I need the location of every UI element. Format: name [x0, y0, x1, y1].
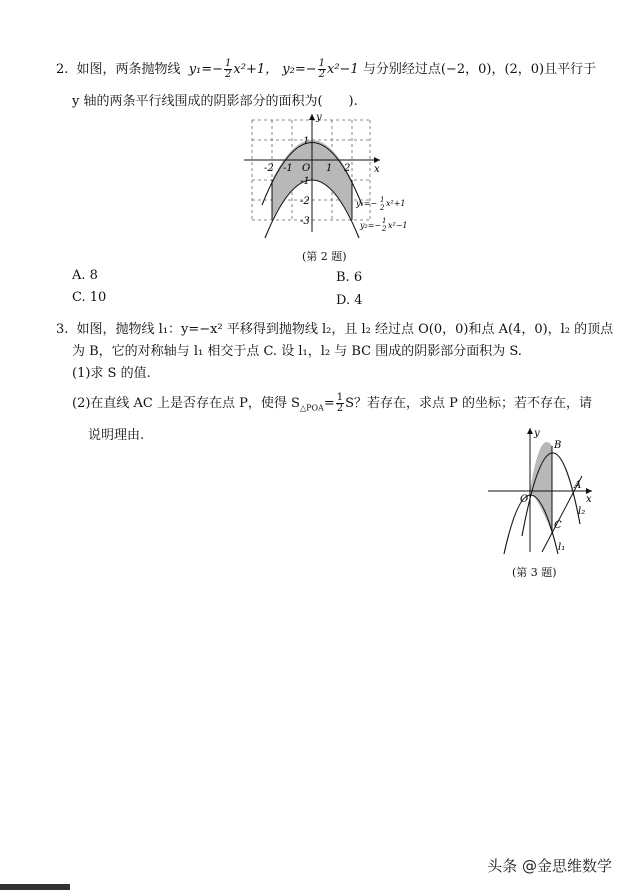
q3-part1: (1)求 S 的值. — [72, 366, 151, 381]
q2-eq2: y₂=− $\frac{1}{2}$ x²−1 — [282, 58, 359, 80]
q2-fig-y-label: y — [316, 112, 322, 123]
footer-watermark: 头条 @金思维数学 — [487, 857, 612, 875]
q2-eq1: y₁=− $\frac{1}{2}$ x²+1， — [188, 58, 279, 80]
q3-part2: (2)在直线 AC 上是否存在点 P，使得 $S_{\triangle POA}=$ $\frac{1}{2}$ S？若存在，求点 P 的坐标；若不存在，请 — [72, 392, 593, 414]
q2-curve1-label-a: y₁=− — [356, 199, 378, 208]
q2-tick-y-2: -2 — [300, 196, 310, 207]
q2-curve2-label-b: x²−1 — [388, 221, 408, 230]
q3-caption: (第 3 题) — [512, 566, 557, 579]
q2-choice-a: A. 8 — [72, 268, 98, 283]
q2-choice-c: C. 10 — [72, 290, 107, 305]
q2-eq2-frac: $\frac{1}{2}$ — [318, 58, 325, 80]
q2-fig-origin: O — [302, 163, 311, 174]
q2-tick-x-1: -1 — [283, 163, 293, 174]
q3-fig-x-label: x — [586, 494, 592, 505]
q2-choice-d: D. 4 — [336, 293, 363, 308]
q3-fig-point-b: B — [554, 440, 562, 451]
q2-curve1-frac: 1 2 — [380, 196, 385, 212]
q2-tick-y-3: -3 — [300, 216, 310, 227]
q2-curve2-label-a: y₂=− — [360, 221, 382, 230]
q2-caption: (第 2 题) — [302, 250, 347, 263]
scan-edge — [0, 884, 70, 890]
q2-tick-x-2: 1 — [326, 163, 333, 174]
q2-curve1-label-b: x²+1 — [386, 199, 406, 208]
q3-fig-l1: l₁ — [558, 542, 566, 553]
q2-line1 — [56, 58, 596, 80]
q3-fig-y-label: y — [534, 428, 540, 439]
q2-eq1-frac: $\frac{1}{2}$ — [225, 58, 232, 80]
q3-part2-sub: △POA — [299, 403, 324, 413]
q2-tick-y-0: 1 — [303, 136, 310, 147]
q3-part2-frac: $\frac{1}{2}$ — [336, 392, 344, 414]
q2-tick-x-0: -2 — [264, 163, 274, 174]
q2-tick-y-1: -1 — [300, 176, 310, 187]
q3-fig-l2: l₂ — [578, 506, 586, 517]
q2-tick-x-3: 2 — [344, 163, 351, 174]
q2-text-b: 与分别经过点(−2，0)，(2，0)且平行于 — [362, 62, 597, 77]
q2-curve2-frac: 1 2 — [382, 217, 387, 233]
q2-choice-b: B. 6 — [336, 270, 363, 285]
q3-fig-point-c: C — [554, 520, 562, 531]
q3-fig-point-a: A — [574, 480, 582, 491]
q3-part2-line2: 说明理由. — [88, 428, 145, 443]
q3-line2: 为 B，它的对称轴与 l₁ 相交于点 C. 设 l₁，l₂ 与 BC 围成的阴影部分面积为 S. — [72, 344, 522, 359]
q2-number: 2. — [56, 62, 69, 77]
q2-text-a: 如图，两条抛物线 — [76, 62, 181, 77]
q3-number: 3. — [56, 322, 69, 337]
q2-line2: y 轴的两条平行线围成的阴影部分的面积为( ). — [72, 94, 358, 109]
q3-figure — [486, 426, 598, 556]
q3-fig-origin: O — [520, 494, 529, 505]
q3-line1-text: 如图，抛物线 l₁：y=−x² 平移得到抛物线 l₂，且 l₂ 经过点 O(0，0)和点 A(4，0)，l₂ 的顶点 — [76, 322, 614, 337]
q2-figure — [240, 110, 410, 240]
q3-line1 — [56, 318, 613, 337]
q2-fig-x-label: x — [374, 164, 380, 175]
